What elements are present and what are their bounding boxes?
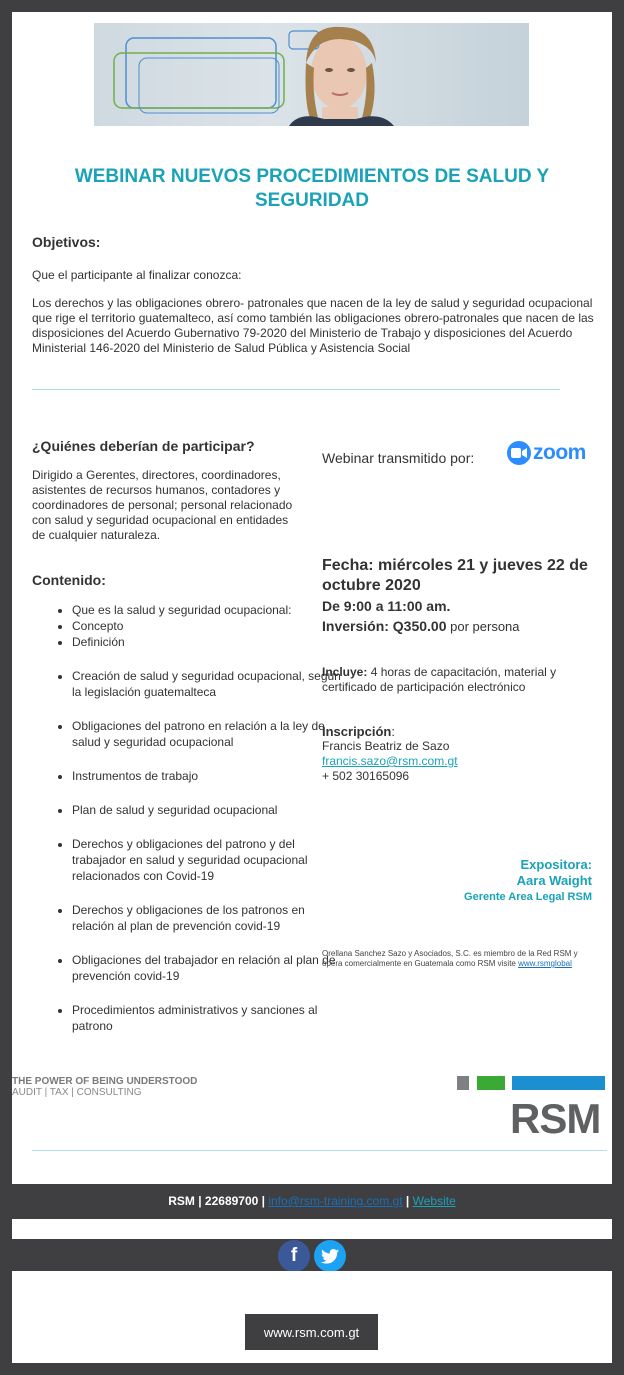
contenido-item: • Obligaciones del trabajador en relación al plan de prevención covid-19 [72, 952, 342, 984]
objetivos-heading: Objetivos: [32, 234, 101, 250]
contenido-item: • Definición [72, 634, 342, 650]
twitter-icon[interactable] [314, 1240, 346, 1272]
inscripcion-name: Francis Beatriz de Sazo [322, 739, 450, 753]
expositora-role: Gerente Area Legal RSM [464, 891, 592, 903]
quienes-heading: ¿Quiénes deberían de participar? [32, 438, 255, 454]
contenido-list [32, 602, 342, 1034]
incluye-text: 4 horas de capacitación, material y certificado de participación electrónico [322, 665, 557, 694]
tagline-text: THE POWER OF BEING UNDERSTOOD [12, 1076, 198, 1087]
rsm-website-button[interactable]: www.rsm.com.gt [245, 1314, 378, 1350]
footer-email-link[interactable]: info@rsm-training.com.gt [268, 1194, 403, 1208]
contenido-item: • Derechos y obligaciones de los patronos en relación al plan de prevención covid-19 [72, 902, 342, 934]
expositora-label: Expositora: [520, 857, 592, 872]
brand-tagline [12, 1076, 197, 1098]
expositora-block [412, 857, 592, 905]
contenido-item: • Instrumentos de trabajo [72, 768, 342, 784]
contenido-item: • Derechos y obligaciones del patrono y del trabajador en salud y seguridad ocupacional relacionados con Covid-19 [72, 836, 342, 884]
disclaimer-text: Orellana Sanchez Sazo y Asociados, S.C. es miembro de la Red RSM y opera comercialmente en Guatemala como RSM visite [322, 949, 578, 968]
page-title: WEBINAR NUEVOS PROCEDIMIENTOS DE SALUD Y SEGURIDAD [74, 166, 550, 211]
incluye [322, 665, 592, 695]
contenido-item: • Que es la salud y seguridad ocupacional: [72, 602, 342, 618]
footer-website-link[interactable]: Website [412, 1194, 456, 1208]
inversion [322, 616, 597, 637]
fecha-block [322, 556, 597, 637]
incluye-label: Incluye: [322, 665, 368, 679]
footer-sep: | [402, 1194, 413, 1208]
inscripcion [322, 724, 592, 784]
video-camera-icon [507, 441, 531, 465]
hero-illustration [94, 23, 529, 126]
rsm-color-bars [457, 1076, 607, 1092]
divider [32, 389, 560, 390]
contenido-item: • Creación de salud y seguridad ocupacional, según la legislación guatemalteca [72, 668, 342, 700]
objetivos-intro: Que el participante al finalizar conozca: [32, 268, 242, 282]
facebook-icon[interactable] [278, 1240, 310, 1272]
twitter-bird-icon [321, 1249, 339, 1264]
rsm-logo: RSM [510, 1095, 601, 1142]
inscripcion-colon: : [391, 724, 395, 739]
inversion-suffix: por persona [446, 619, 520, 634]
contenido-item: • Obligaciones del patrono en relación a la ley de salud y seguridad ocupacional [72, 718, 342, 750]
expositora-name: Aara Waight [516, 873, 592, 888]
inscripcion-label: Inscripción [322, 724, 392, 739]
facebook-glyph: f [290, 1245, 298, 1266]
disclaimer [322, 949, 597, 969]
footer-contact [0, 1194, 624, 1208]
services-text: AUDIT | TAX | CONSULTING [12, 1087, 142, 1098]
contenido-item: • Procedimientos administrativos y sanciones al patrono [72, 1002, 342, 1034]
fecha-date: Fecha: miércoles 21 y jueves 22 de octubre 2020 [322, 557, 588, 594]
inscripcion-email-link[interactable]: francis.sazo@rsm.com.gt [322, 754, 458, 768]
rsmglobal-link[interactable]: www.rsmglobal [518, 959, 572, 968]
email-body [12, 12, 612, 1184]
spacer-band [12, 1219, 612, 1239]
zoom-logo [507, 438, 597, 468]
divider-bottom [32, 1150, 607, 1151]
zoom-wordmark: zoom [533, 441, 586, 464]
quienes-body: Dirigido a Gerentes, directores, coordinadores, asistentes de recursos humanos, contadores y coordinadores de personal; personal relacionado con salud y seguridad ocupacional en entidades de cualquier naturaleza. [32, 468, 293, 542]
inscripcion-phone: + 502 30165096 [322, 769, 410, 783]
social-links [278, 1240, 346, 1272]
webinar-transmitido: Webinar transmitido por: [322, 450, 475, 466]
contenido-item: • Concepto [72, 618, 342, 634]
contenido-heading: Contenido: [32, 572, 106, 588]
objetivos-body: Los derechos y las obligaciones obrero- patronales que nacen de la ley de salud y seguridad ocupacional que rige el territorio guatemalteco, así como también las obligaciones obrero-patronales que nacen de las disposiciones del Acuerdo Gubernativo 79-2020 del Ministerio de Trabajo y disposiciones del Acuerdo Ministerial 146-2020 del Ministerio de Salud Pública y Asistencia Social [32, 296, 594, 355]
footer-company: RSM | 22689700 | [168, 1194, 269, 1208]
hero-image [94, 23, 529, 126]
contenido-item: • Plan de salud y seguridad ocupacional [72, 802, 342, 818]
inversion-label: Inversión: Q350.00 [322, 618, 447, 634]
inscripcion-heading [322, 724, 592, 739]
fecha-time: De 9:00 a 11:00 am. [322, 598, 451, 614]
